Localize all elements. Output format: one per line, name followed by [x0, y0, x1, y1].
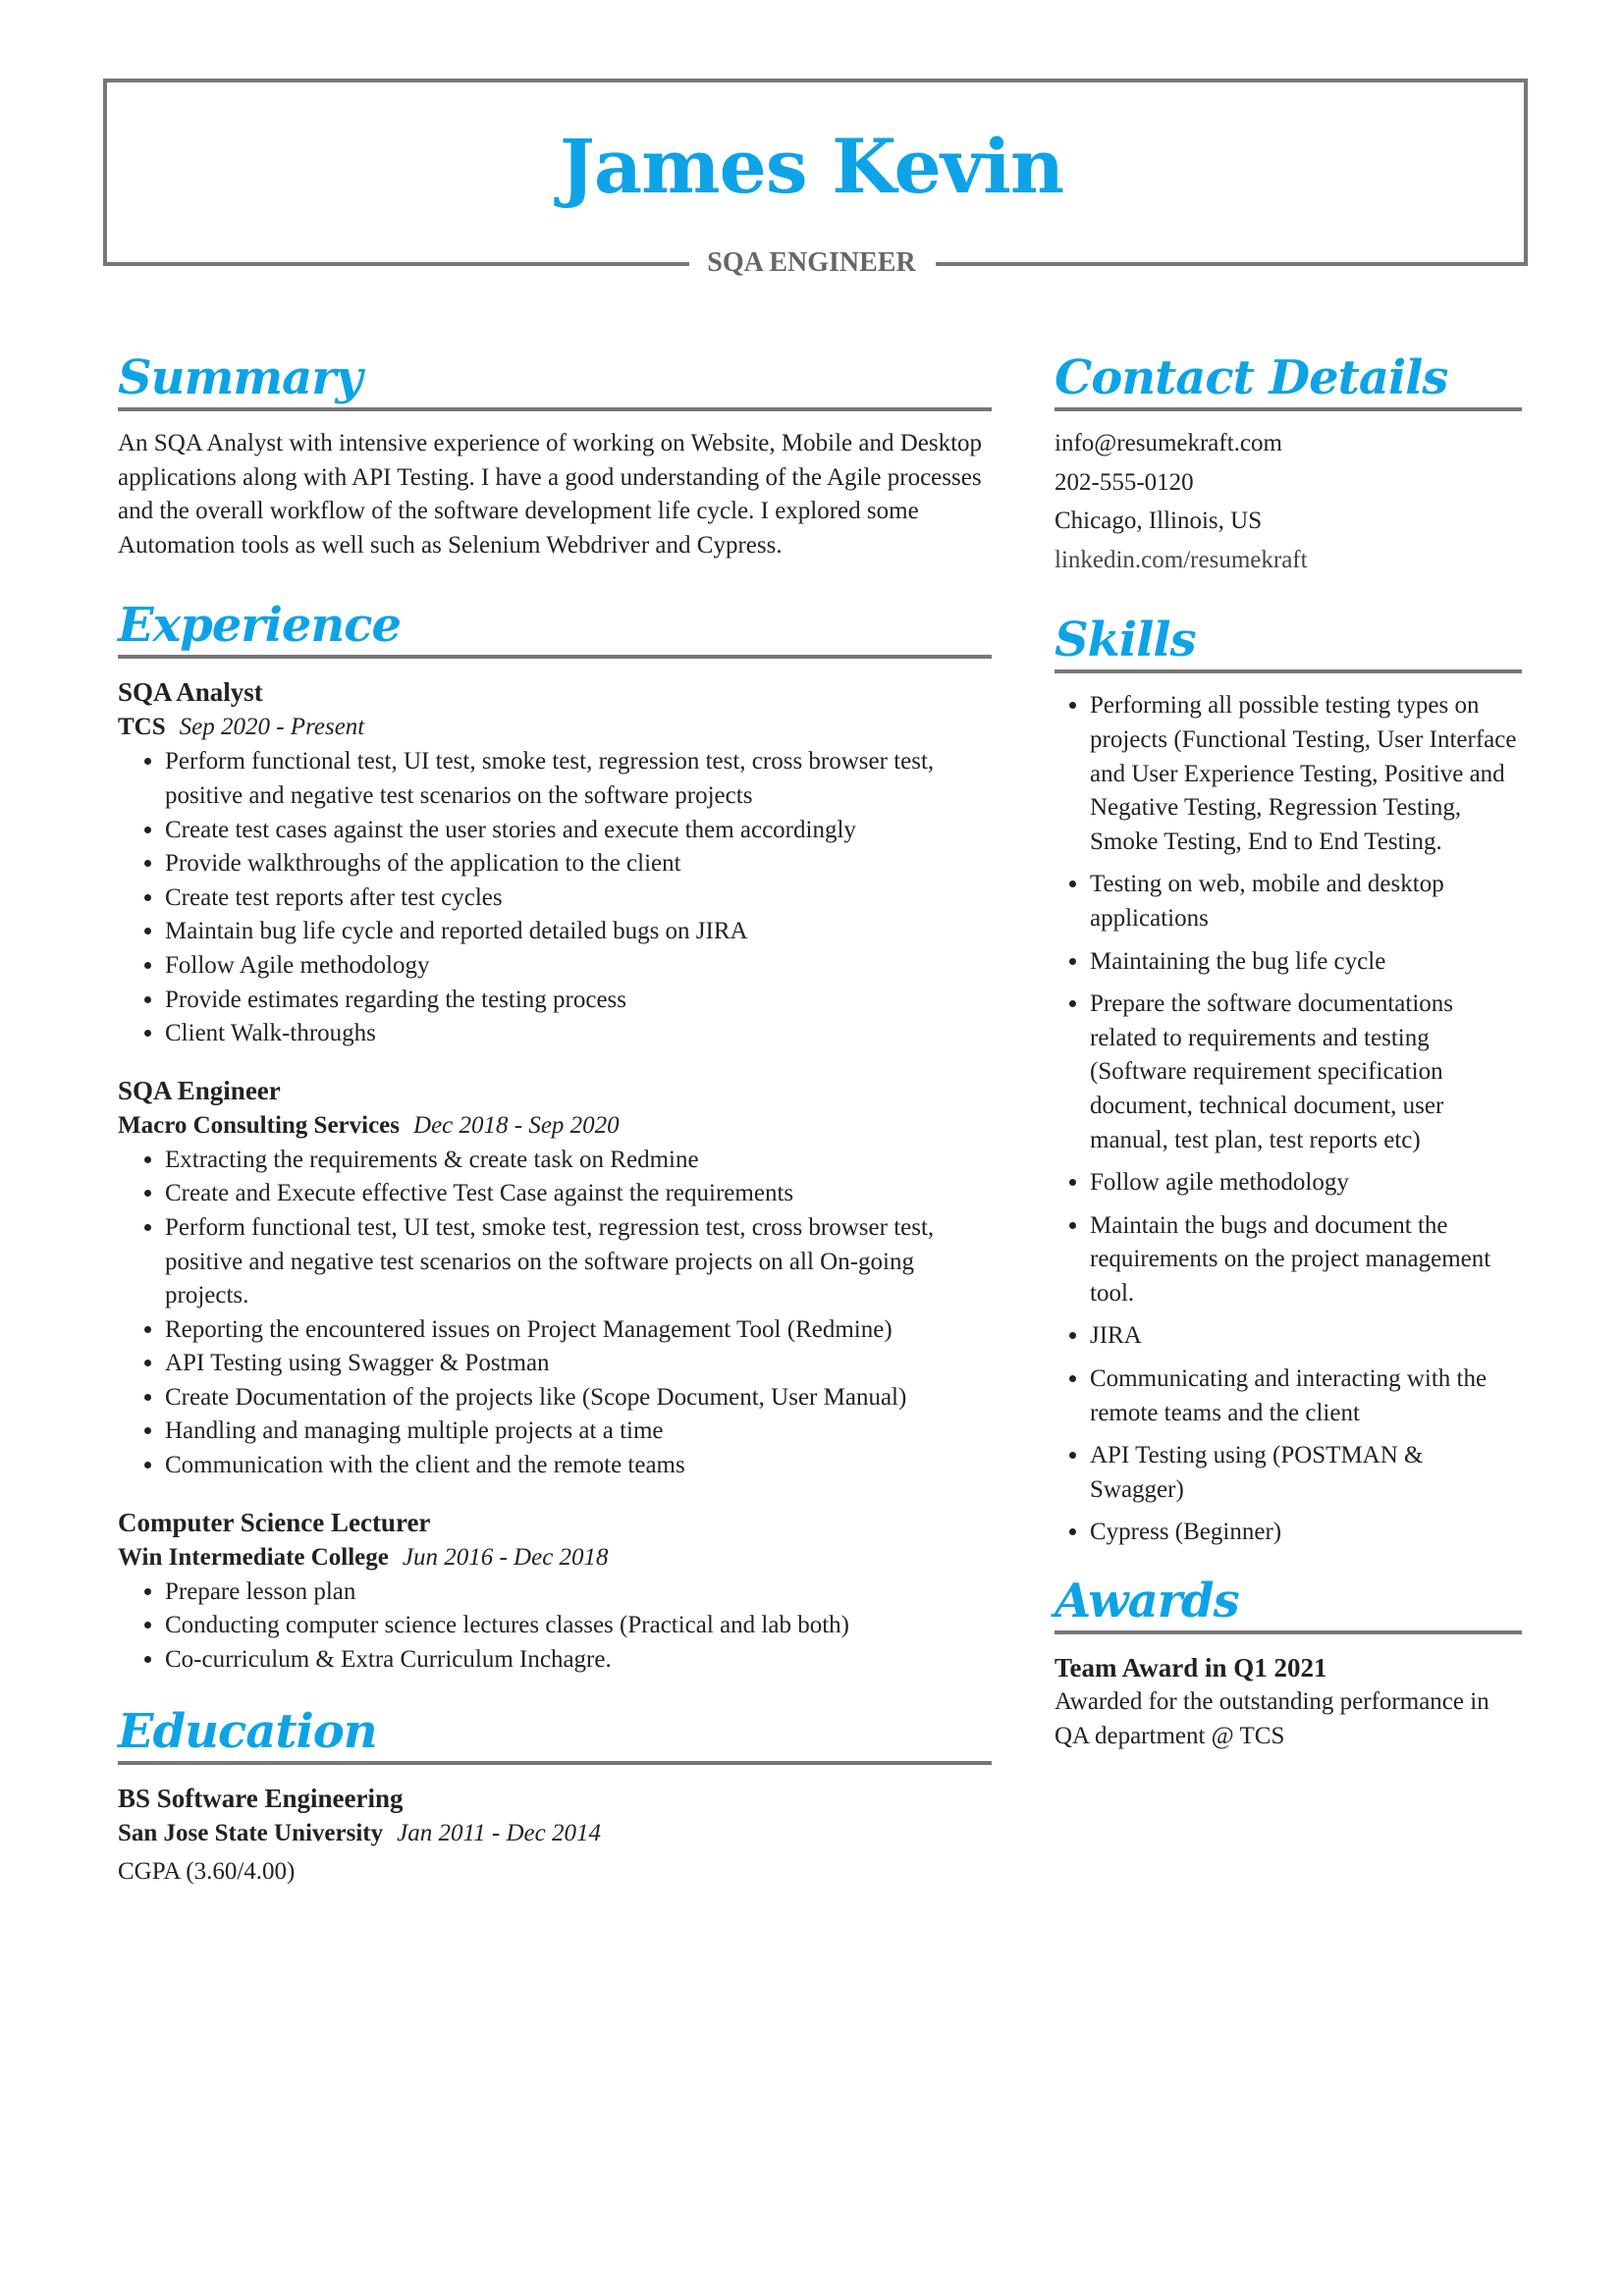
list-item: • Perform functional test, UI test, smoke test, regression test, cross browser test, positive and negative test scenarios on the software projects	[165, 745, 992, 813]
list-item: • Create test cases against the user stories and execute them accordingly	[165, 814, 992, 848]
list-item: • Maintain bug life cycle and reported detailed bugs on JIRA	[165, 915, 992, 949]
skill-item: • Performing all possible testing types on projects (Functional Testing, User Interface and User Experience Testing, Positive and Negative Testing, Regression Testing, Smoke Testing, End to End Testing.	[1090, 689, 1522, 859]
list-item: • API Testing using Swagger & Postman	[165, 1347, 992, 1381]
job-dates: Sep 2020 - Present	[179, 714, 365, 741]
main-column	[118, 348, 992, 1923]
summary-section	[118, 348, 992, 562]
candidate-name: James Kevin	[559, 123, 1064, 210]
gpa: CGPA (3.60/4.00)	[118, 1858, 296, 1886]
award-title: Team Award in Q1 2021	[1055, 1653, 1327, 1683]
job-bullets	[118, 1144, 992, 1483]
section-heading: Awards	[1055, 1572, 1522, 1634]
side-column	[1055, 348, 1522, 1787]
job-bullets	[118, 745, 992, 1050]
skill-item: • Cypress (Beginner)	[1090, 1516, 1522, 1550]
education-section	[118, 1702, 992, 1890]
job-dates: Jun 2016 - Dec 2018	[402, 1543, 609, 1571]
job-entry	[118, 674, 992, 1050]
list-item: • Create and Execute effective Test Case against the requirements	[165, 1177, 992, 1211]
list-item: • Handling and managing multiple projects at a time	[165, 1415, 992, 1449]
job-company: TCS	[118, 714, 166, 741]
list-item: • Prepare lesson plan	[165, 1575, 992, 1610]
list-item: • Follow Agile methodology	[165, 949, 992, 984]
job-company-line	[118, 1540, 992, 1575]
education-dates: Jan 2011 - Dec 2014	[397, 1820, 601, 1847]
job-title: SQA ENGINEER	[707, 247, 916, 278]
skill-item: • Testing on web, mobile and desktop applications	[1090, 868, 1522, 935]
school-name: San Jose State University	[118, 1820, 384, 1847]
job-dates: Dec 2018 - Sep 2020	[413, 1111, 620, 1139]
list-item: • Provide estimates regarding the testing process	[165, 984, 992, 1018]
list-item: • Provide walkthroughs of the application to the client	[165, 847, 992, 881]
job-entry	[118, 1505, 992, 1678]
experience-section	[118, 596, 992, 1677]
skill-item: • Prepare the software documentations related to requirements and testing (Software requirement specification document, technical document, user manual, test plan, test reports etc)	[1090, 988, 1522, 1157]
skills-section	[1055, 611, 1522, 1550]
list-item: • Conducting computer science lectures classes (Practical and lab both)	[165, 1609, 992, 1643]
contact-linkedin[interactable]: linkedin.com/resumekraft	[1055, 546, 1308, 573]
school	[118, 1816, 992, 1851]
list-item: • Perform functional test, UI test, smoke test, regression test, cross browser test, positive and negative test scenarios on the software projects on all On-going projects.	[165, 1211, 992, 1313]
job-role: Computer Science Lecturer	[118, 1507, 431, 1537]
job-entry	[118, 1073, 992, 1483]
list-item: • Reporting the encountered issues on Project Management Tool (Redmine)	[165, 1313, 992, 1348]
section-heading: Summary	[118, 348, 992, 411]
contact-location: Chicago, Illinois, US	[1055, 507, 1263, 535]
list-item: • Client Walk-throughs	[165, 1017, 992, 1051]
contact-section	[1055, 348, 1522, 577]
contact-email[interactable]: info@resumekraft.com	[1055, 430, 1282, 456]
section-heading: Education	[118, 1702, 992, 1765]
job-bullets	[118, 1575, 992, 1678]
contact-phone: 202-555-0120	[1055, 468, 1194, 496]
list-item: • Create test reports after test cycles	[165, 881, 992, 916]
job-company-line	[118, 710, 992, 745]
list-item: • Communication with the client and the remote teams	[165, 1449, 992, 1483]
list-item: • Co-curriculum & Extra Curriculum Inchagre.	[165, 1643, 992, 1678]
job-role: SQA Engineer	[118, 1075, 281, 1105]
job-company-line	[118, 1108, 992, 1144]
awards-section	[1055, 1572, 1522, 1753]
skill-item: • Communicating and interacting with the remote teams and the client	[1090, 1362, 1522, 1430]
skill-item: • Follow agile methodology	[1090, 1166, 1522, 1201]
award-description: Awarded for the outstanding performance in QA department @ TCS	[1055, 1688, 1489, 1749]
job-company: Macro Consulting Services	[118, 1111, 401, 1139]
job-role: SQA Analyst	[118, 677, 263, 708]
list-item: • Create Documentation of the projects like (Scope Document, User Manual)	[165, 1381, 992, 1415]
summary-text: An SQA Analyst with intensive experience of working on Website, Mobile and Desktop applications along with API Testing. I have a good understanding of the Agile processes and the overall workflow of the software development life cycle. I explored some Automation tools as well such as Selenium Webdriver and Cypress.	[118, 430, 983, 559]
degree: BS Software Engineering	[118, 1784, 404, 1814]
section-heading: Experience	[118, 596, 992, 659]
section-heading: Skills	[1055, 611, 1522, 673]
list-item: • Extracting the requirements & create task on Redmine	[165, 1144, 992, 1178]
skill-item: • Maintain the bugs and document the requirements on the project management tool.	[1090, 1209, 1522, 1311]
skill-item: • JIRA	[1090, 1319, 1522, 1354]
skill-item: • API Testing using (POSTMAN & Swagger)	[1090, 1439, 1522, 1507]
skill-item: • Maintaining the bug life cycle	[1090, 945, 1522, 980]
job-company: Win Intermediate College	[118, 1543, 389, 1571]
section-heading: Contact Details	[1055, 348, 1522, 411]
